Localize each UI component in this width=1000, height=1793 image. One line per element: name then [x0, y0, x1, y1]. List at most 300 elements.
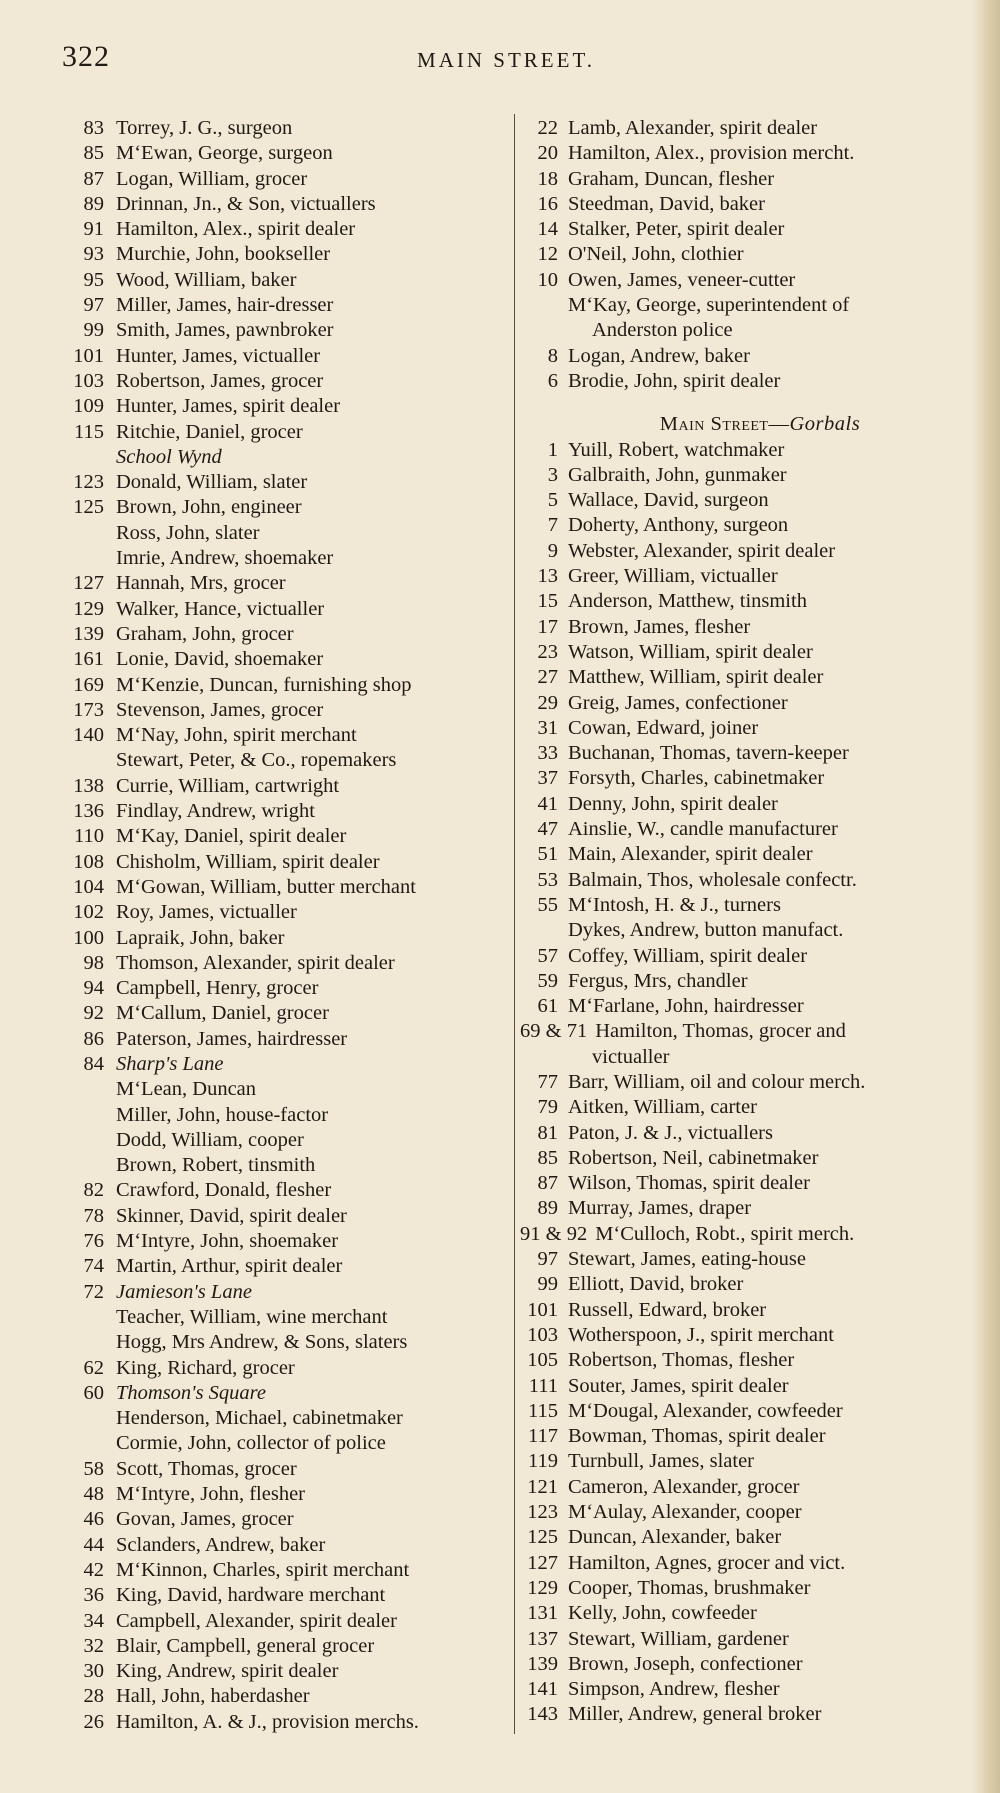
- directory-entry: [58, 495, 506, 520]
- entry-text: M‘Kay, George, superintendent of: [568, 294, 850, 317]
- directory-entry: [58, 1710, 506, 1735]
- street-number: 97: [83, 294, 104, 317]
- entry-text: Miller, James, hair-dresser: [116, 294, 334, 317]
- directory-entry: [520, 217, 970, 242]
- directory-entry: [520, 1475, 970, 1500]
- directory-entry: [520, 1348, 970, 1373]
- directory-entry: [520, 868, 970, 893]
- directory-entry: [58, 420, 506, 445]
- street-number: 141: [527, 1678, 558, 1701]
- street-number: 110: [74, 825, 104, 848]
- entry-text: Aitken, William, carter: [568, 1096, 757, 1119]
- entry-text: Hamilton, A. & J., provision merchs.: [116, 1710, 419, 1733]
- entry-text: Dodd, William, cooper: [116, 1128, 304, 1151]
- left-column: [58, 116, 506, 1735]
- entry-text: Wotherspoon, J., spirit merchant: [568, 1323, 834, 1346]
- entry-text: victualler: [592, 1045, 670, 1068]
- directory-entry: [58, 597, 506, 622]
- directory-entry: [520, 1019, 970, 1044]
- directory-entry: [520, 369, 970, 394]
- street-number: 129: [73, 597, 104, 620]
- entry-text: Matthew, William, spirit dealer: [568, 666, 824, 689]
- entry-text: M‘Intyre, John, flesher: [116, 1483, 306, 1506]
- street-number: 17: [537, 615, 558, 638]
- entry-text: Currie, William, cartwright: [116, 774, 340, 797]
- street-number: 95: [83, 268, 104, 291]
- street-number: 89: [83, 192, 104, 215]
- entry-text: Findlay, Andrew, wright: [116, 800, 315, 823]
- entry-text: Brodie, John, spirit dealer: [568, 369, 781, 392]
- directory-entry: [58, 1482, 506, 1507]
- street-number: 111: [528, 1374, 558, 1397]
- street-number: 101: [527, 1298, 558, 1321]
- directory-entry: [520, 944, 970, 969]
- street-number: 29: [537, 691, 558, 714]
- entry-text: Campbell, Alexander, spirit dealer: [116, 1609, 397, 1632]
- entry-text: Scott, Thomas, grocer: [116, 1457, 297, 1480]
- entry-text: Lamb, Alexander, spirit dealer: [568, 117, 818, 139]
- directory-entry: [520, 488, 970, 513]
- street-number: 34: [83, 1609, 104, 1632]
- directory-entry: [58, 217, 506, 242]
- right-bottom-list: [520, 438, 970, 1728]
- directory-entry: [520, 817, 970, 842]
- entry-text: Cameron, Alexander, grocer: [568, 1475, 800, 1498]
- entry-text: Cormie, John, collector of police: [116, 1432, 386, 1455]
- entry-text: Martin, Arthur, spirit dealer: [116, 1255, 343, 1278]
- entry-text: Robertson, Thomas, flesher: [568, 1349, 795, 1372]
- street-number: 12: [537, 243, 558, 266]
- entry-text: Govan, James, grocer: [116, 1508, 294, 1531]
- directory-entry: [520, 994, 970, 1019]
- entry-text: Thomson, Alexander, spirit dealer: [116, 951, 395, 974]
- entry-text: Logan, Andrew, baker: [568, 344, 750, 367]
- street-number: 69 & 71: [520, 1020, 588, 1043]
- street-number: 9: [547, 539, 558, 562]
- page-edge: [972, 0, 1000, 1793]
- directory-entry: [58, 192, 506, 217]
- street-number: 137: [527, 1627, 558, 1650]
- entry-text: Paton, J. & J., victuallers: [568, 1121, 773, 1144]
- entry-text: Skinner, David, spirit dealer: [116, 1204, 347, 1227]
- street-number: 32: [83, 1634, 104, 1657]
- right-top-list: [520, 116, 970, 394]
- street-number: 18: [537, 167, 558, 190]
- street-number: 102: [73, 901, 104, 924]
- directory-entry: [520, 293, 970, 318]
- entry-text: M‘Callum, Daniel, grocer: [116, 1002, 329, 1025]
- directory-entry: [520, 691, 970, 716]
- entry-text: Hamilton, Alex., provision mercht.: [568, 142, 855, 165]
- street-number: 85: [83, 142, 104, 165]
- street-number: 61: [537, 995, 558, 1018]
- street-number: 28: [83, 1685, 104, 1708]
- entry-text: Elliott, David, broker: [568, 1273, 744, 1296]
- street-number: 99: [83, 319, 104, 342]
- street-number: 143: [527, 1703, 558, 1726]
- street-number: 117: [528, 1425, 558, 1448]
- street-number: 108: [73, 850, 104, 873]
- directory-entry: [58, 369, 506, 394]
- street-number: 161: [73, 648, 104, 671]
- directory-entry: [58, 116, 506, 141]
- entry-text: Ross, John, slater: [116, 521, 260, 544]
- directory-entry: [520, 167, 970, 192]
- directory-entry: [520, 438, 970, 463]
- directory-entry: [520, 1323, 970, 1348]
- entry-text: Imrie, Andrew, shoemaker: [116, 547, 334, 570]
- entry-text: Balmain, Thos, wholesale confectr.: [568, 868, 857, 891]
- street-number: 89: [537, 1197, 558, 1220]
- entry-text: M‘Kinnon, Charles, spirit merchant: [116, 1558, 410, 1581]
- directory-entry: [58, 1305, 506, 1330]
- entry-text: Anderston police: [592, 319, 733, 342]
- street-number: 58: [83, 1457, 104, 1480]
- street-number: 76: [83, 1230, 104, 1253]
- directory-entry: [520, 1601, 970, 1626]
- directory-entry: [58, 824, 506, 849]
- street-number: 15: [537, 590, 558, 613]
- street-number: 22: [537, 117, 558, 139]
- entry-text: King, David, hardware merchant: [116, 1584, 386, 1607]
- street-number: 101: [73, 344, 104, 367]
- directory-entry: [520, 1551, 970, 1576]
- section-title: Main Street: [659, 413, 769, 436]
- directory-entry: [520, 1702, 970, 1727]
- street-number: 44: [83, 1533, 104, 1556]
- directory-entry: [58, 546, 506, 571]
- entry-text: Hunter, James, victualler: [116, 344, 321, 367]
- directory-entry: [58, 622, 506, 647]
- entry-text: Ritchie, Daniel, grocer: [116, 420, 303, 443]
- street-number: 86: [83, 1027, 104, 1050]
- entry-text: Stewart, Peter, & Co., ropemakers: [116, 749, 397, 772]
- street-number: 47: [537, 818, 558, 841]
- street-number: 136: [73, 800, 104, 823]
- directory-entry: [58, 748, 506, 773]
- street-number: 93: [83, 243, 104, 266]
- directory-entry: [520, 1374, 970, 1399]
- entry-text: Dykes, Andrew, button manufact.: [568, 919, 844, 942]
- directory-entry: [58, 1507, 506, 1532]
- entry-text: M‘Nay, John, spirit merchant: [116, 724, 357, 747]
- street-number: 72: [83, 1280, 104, 1303]
- street-number: 53: [537, 868, 558, 891]
- entry-text: Owen, James, veneer-cutter: [568, 268, 796, 291]
- entry-text: M‘Lean, Duncan: [116, 1078, 257, 1101]
- sub-location-heading: School Wynd: [116, 445, 222, 468]
- street-number: 60: [83, 1381, 104, 1404]
- entry-text: Russell, Edward, broker: [568, 1298, 767, 1321]
- street-number: 104: [73, 875, 104, 898]
- street-number: 48: [83, 1483, 104, 1506]
- directory-entry: [520, 766, 970, 791]
- directory-entry: [520, 1121, 970, 1146]
- sub-location-heading: Sharp's Lane: [116, 1052, 224, 1075]
- street-number: 6: [547, 369, 558, 392]
- entry-text: Souter, James, spirit dealer: [568, 1374, 789, 1397]
- entry-text: Campbell, Henry, grocer: [116, 977, 319, 1000]
- directory-entry: [58, 1406, 506, 1431]
- entry-text: Walker, Hance, victualler: [116, 597, 325, 620]
- directory-entry: [520, 192, 970, 217]
- entry-text: O'Neil, John, clothier: [568, 243, 744, 266]
- street-number: 125: [73, 496, 104, 519]
- street-number: 83: [83, 117, 104, 139]
- entry-text: M‘Kay, Daniel, spirit dealer: [116, 825, 347, 848]
- directory-entry: [58, 344, 506, 369]
- directory-entry: [520, 842, 970, 867]
- directory-entry: [58, 1684, 506, 1709]
- directory-entry: [58, 647, 506, 672]
- street-number: 138: [73, 774, 104, 797]
- directory-entry: [58, 698, 506, 723]
- entry-text: Murray, James, draper: [568, 1197, 752, 1220]
- entry-text: M‘Culloch, Robt., spirit merch.: [595, 1222, 855, 1245]
- street-number: 84: [83, 1052, 104, 1075]
- entry-text: Stalker, Peter, spirit dealer: [568, 218, 785, 241]
- directory-entry: [58, 900, 506, 925]
- directory-entry: [58, 1330, 506, 1355]
- directory-entry: [520, 741, 970, 766]
- street-number: 87: [537, 1172, 558, 1195]
- directory-entry: [58, 1001, 506, 1026]
- entry-text: Fergus, Mrs, chandler: [568, 969, 748, 992]
- street-number: 98: [83, 951, 104, 974]
- street-number: 5: [547, 489, 558, 512]
- directory-entry: [58, 1609, 506, 1634]
- entry-text: Hamilton, Agnes, grocer and vict.: [568, 1551, 846, 1574]
- street-number: 92: [83, 1002, 104, 1025]
- street-number: 37: [537, 767, 558, 790]
- street-number: 16: [537, 192, 558, 215]
- directory-entry: [58, 1229, 506, 1254]
- entry-text: Ainslie, W., candle manufacturer: [568, 818, 838, 841]
- entry-text: Roy, James, victualler: [116, 901, 297, 924]
- entry-text: Brown, James, flesher: [568, 615, 751, 638]
- directory-entry: [58, 976, 506, 1001]
- directory-entry: [520, 1399, 970, 1424]
- directory-entry: [520, 1500, 970, 1525]
- entry-text: Logan, William, grocer: [116, 167, 308, 190]
- street-number: 79: [537, 1096, 558, 1119]
- entry-text: King, Andrew, spirit dealer: [116, 1660, 339, 1683]
- street-number: 31: [537, 716, 558, 739]
- entry-text: Forsyth, Charles, cabinetmaker: [568, 767, 825, 790]
- entry-text: M‘Gowan, William, butter merchant: [116, 875, 416, 898]
- entry-text: Brown, John, engineer: [116, 496, 302, 519]
- directory-entry: [58, 445, 506, 470]
- entry-text: Doherty, Anthony, surgeon: [568, 514, 789, 537]
- directory-entry: [520, 716, 970, 741]
- column-divider: [514, 114, 515, 1734]
- street-number: 94: [83, 977, 104, 1000]
- directory-entry: [520, 969, 970, 994]
- street-number: 173: [73, 698, 104, 721]
- directory-entry: [520, 318, 970, 343]
- directory-entry: [58, 1558, 506, 1583]
- directory-entry: [520, 268, 970, 293]
- directory-entry: [58, 1027, 506, 1052]
- directory-entry: [520, 1627, 970, 1652]
- street-number: 123: [73, 471, 104, 494]
- entry-text: Wallace, David, surgeon: [568, 489, 769, 512]
- street-number: 74: [83, 1255, 104, 1278]
- section-subtitle: Gorbals: [789, 413, 861, 436]
- entry-text: Anderson, Matthew, tinsmith: [568, 590, 807, 613]
- entry-text: Robertson, Neil, cabinetmaker: [568, 1146, 819, 1169]
- directory-entry: [58, 723, 506, 748]
- entry-text: Torrey, J. G., surgeon: [116, 117, 293, 139]
- entry-text: M‘Intyre, John, shoemaker: [116, 1230, 339, 1253]
- street-number: 139: [527, 1652, 558, 1675]
- street-number: 55: [537, 893, 558, 916]
- entry-text: Stewart, William, gardener: [568, 1627, 789, 1650]
- entry-text: Blair, Campbell, general grocer: [116, 1634, 375, 1657]
- street-number: 62: [83, 1356, 104, 1379]
- directory-entry: [58, 1381, 506, 1406]
- street-number: 115: [528, 1399, 558, 1422]
- directory-entry: [520, 792, 970, 817]
- directory-entry: [520, 1045, 970, 1070]
- entry-text: M‘Intosh, H. & J., turners: [568, 893, 781, 916]
- street-number: 33: [537, 742, 558, 765]
- street-number: 125: [527, 1526, 558, 1549]
- directory-entry: [520, 539, 970, 564]
- street-number: 119: [528, 1450, 558, 1473]
- directory-entry: [58, 673, 506, 698]
- entry-text: Cooper, Thomas, brushmaker: [568, 1576, 811, 1599]
- directory-entry: [58, 141, 506, 166]
- directory-entry: [58, 774, 506, 799]
- sub-location-heading: Jamieson's Lane: [116, 1280, 252, 1303]
- entry-text: King, Richard, grocer: [116, 1356, 295, 1379]
- entry-text: M‘Dougal, Alexander, cowfeeder: [568, 1399, 843, 1422]
- entry-text: Lapraik, John, baker: [116, 926, 285, 949]
- directory-entry: [58, 1457, 506, 1482]
- directory-entry: [520, 1146, 970, 1171]
- street-number: 30: [83, 1660, 104, 1683]
- street-number: 97: [537, 1248, 558, 1271]
- entry-text: Stevenson, James, grocer: [116, 698, 324, 721]
- entry-text: Graham, Duncan, flesher: [568, 167, 775, 190]
- page-number: 322: [62, 40, 110, 73]
- entry-text: Duncan, Alexander, baker: [568, 1526, 782, 1549]
- street-number: 109: [73, 395, 104, 418]
- street-number: 13: [537, 565, 558, 588]
- directory-entry: [58, 293, 506, 318]
- directory-entry: [58, 470, 506, 495]
- entry-text: Galbraith, John, gunmaker: [568, 463, 787, 486]
- street-number: 51: [537, 843, 558, 866]
- street-number: 77: [537, 1070, 558, 1093]
- directory-entry: [520, 564, 970, 589]
- entry-text: Webster, Alexander, spirit dealer: [568, 539, 836, 562]
- entry-text: Graham, John, grocer: [116, 622, 294, 645]
- entry-text: Cowan, Edward, joiner: [568, 716, 759, 739]
- directory-entry: [58, 318, 506, 343]
- entry-text: Robertson, James, grocer: [116, 369, 324, 392]
- directory-entry: [58, 1052, 506, 1077]
- sub-location-heading: Thomson's Square: [116, 1381, 266, 1404]
- entry-text: Lonie, David, shoemaker: [116, 648, 324, 671]
- directory-entry: [520, 1298, 970, 1323]
- entry-text: Denny, John, spirit dealer: [568, 792, 778, 815]
- directory-entry: [520, 918, 970, 943]
- entry-text: Teacher, William, wine merchant: [116, 1305, 388, 1328]
- page-header: [62, 40, 950, 80]
- street-number: 131: [527, 1602, 558, 1625]
- directory-entry: [58, 1533, 506, 1558]
- entry-text: Sclanders, Andrew, baker: [116, 1533, 326, 1556]
- directory-entry: [520, 893, 970, 918]
- directory-entry: [520, 1576, 970, 1601]
- directory-entry: [58, 1254, 506, 1279]
- entry-text: Donald, William, slater: [116, 471, 308, 494]
- street-number: 3: [547, 463, 558, 486]
- entry-text: M‘Ewan, George, surgeon: [116, 142, 333, 165]
- entry-text: Coffey, William, spirit dealer: [568, 944, 808, 967]
- directory-entry: [520, 1222, 970, 1247]
- directory-entry: [520, 1652, 970, 1677]
- directory-entry: [520, 615, 970, 640]
- directory-entry: [520, 1677, 970, 1702]
- entry-text: Watson, William, spirit dealer: [568, 640, 813, 663]
- street-number: 115: [74, 420, 104, 443]
- directory-entry: [520, 665, 970, 690]
- entry-text: Bowman, Thomas, spirit dealer: [568, 1425, 826, 1448]
- directory-entry: [520, 1171, 970, 1196]
- street-number: 14: [537, 218, 558, 241]
- entry-text: Miller, Andrew, general broker: [568, 1703, 822, 1726]
- entry-text: Henderson, Michael, cabinetmaker: [116, 1407, 403, 1430]
- entry-text: Greer, William, victualler: [568, 565, 778, 588]
- street-number: 169: [73, 673, 104, 696]
- directory-entry: [520, 1424, 970, 1449]
- street-number: 100: [73, 926, 104, 949]
- directory-entry: [58, 1204, 506, 1229]
- street-number: 129: [527, 1576, 558, 1599]
- entry-text: Smith, James, pawnbroker: [116, 319, 334, 342]
- street-number: 41: [537, 792, 558, 815]
- entry-text: Simpson, Andrew, flesher: [568, 1678, 780, 1701]
- street-number: 57: [537, 944, 558, 967]
- directory-entry: [58, 394, 506, 419]
- street-number: 27: [537, 666, 558, 689]
- entry-text: Hall, John, haberdasher: [116, 1685, 310, 1708]
- directory-entry: [520, 1247, 970, 1272]
- street-number: 121: [527, 1475, 558, 1498]
- directory-entry: [58, 521, 506, 546]
- street-number: 10: [537, 268, 558, 291]
- entry-text: Murchie, John, bookseller: [116, 243, 331, 266]
- directory-entry: [520, 141, 970, 166]
- directory-entry: [520, 1095, 970, 1120]
- street-number: 91 & 92: [520, 1222, 588, 1245]
- street-number: 1: [547, 438, 558, 461]
- directory-entry: [58, 951, 506, 976]
- entry-text: Turnbull, James, slater: [568, 1450, 755, 1473]
- street-number: 8: [547, 344, 558, 367]
- entry-text: Buchanan, Thomas, tavern-keeper: [568, 742, 849, 765]
- right-column: [520, 116, 970, 1728]
- entry-text: Miller, John, house-factor: [116, 1103, 329, 1126]
- entry-text: Kelly, John, cowfeeder: [568, 1602, 757, 1625]
- street-number: 99: [537, 1273, 558, 1296]
- street-number: 81: [537, 1121, 558, 1144]
- directory-entry: [520, 344, 970, 369]
- entry-text: Brown, Robert, tinsmith: [116, 1154, 316, 1177]
